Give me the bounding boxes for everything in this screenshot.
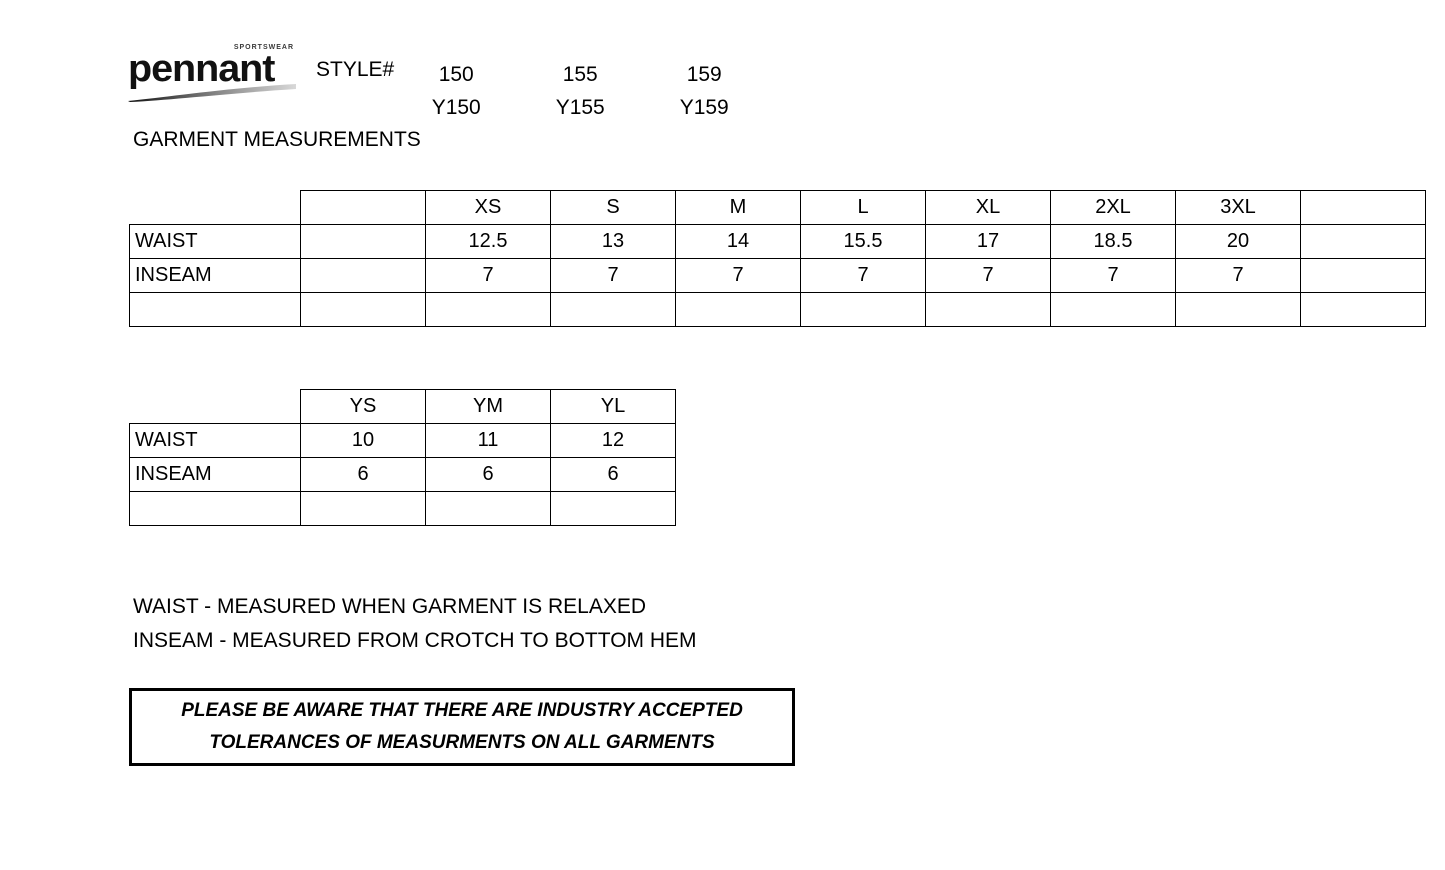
- youth-inseam-ym: 6: [426, 458, 551, 492]
- waist-xs: 12.5: [426, 225, 551, 259]
- pennant-logo: [128, 44, 296, 106]
- empty-m: [676, 293, 801, 327]
- empty-s: [551, 293, 676, 327]
- header-cell-2xl: 2XL: [1051, 191, 1176, 225]
- inseam-s: 7: [551, 259, 676, 293]
- row-label-inseam: INSEAM: [130, 259, 301, 293]
- header-cell-xl: XL: [926, 191, 1051, 225]
- youth-inseam-ys: 6: [301, 458, 426, 492]
- table-row: [130, 492, 676, 526]
- style-youth-1: Y150: [431, 96, 481, 119]
- empty-xl: [926, 293, 1051, 327]
- header-cell-m: M: [676, 191, 801, 225]
- empty-last: [1301, 293, 1426, 327]
- style-youth-3: Y159: [679, 96, 729, 119]
- youth-empty-yl: [551, 492, 676, 526]
- inseam-2xl: 7: [1051, 259, 1176, 293]
- header-cell-last: [1301, 191, 1426, 225]
- row-gap-empty: [301, 293, 426, 327]
- inseam-xs: 7: [426, 259, 551, 293]
- inseam-xl: 7: [926, 259, 1051, 293]
- youth-waist-ys: 10: [301, 424, 426, 458]
- waist-3xl: 20: [1176, 225, 1301, 259]
- empty-3xl: [1176, 293, 1301, 327]
- empty-2xl: [1051, 293, 1176, 327]
- youth-row-label-waist: WAIST: [130, 424, 301, 458]
- youth-size-table: [129, 389, 676, 526]
- table-header-row: [130, 191, 1426, 225]
- table-header-row: [130, 390, 676, 424]
- note-inseam: INSEAM - MEASURED FROM CROTCH TO BOTTOM HEM: [133, 629, 697, 652]
- youth-empty-ys: [301, 492, 426, 526]
- header-cell-blank: [130, 191, 301, 225]
- style-column-3: [642, 58, 766, 124]
- waist-l: 15.5: [801, 225, 926, 259]
- header-cell-s: S: [551, 191, 676, 225]
- garment-measurements-title: GARMENT MEASUREMENTS: [133, 128, 421, 151]
- youth-header-ym: YM: [426, 390, 551, 424]
- youth-header-yl: YL: [551, 390, 676, 424]
- style-adult-1: 150: [438, 63, 474, 86]
- inseam-m: 7: [676, 259, 801, 293]
- inseam-last: [1301, 259, 1426, 293]
- table-row: [130, 225, 1426, 259]
- youth-header-blank: [130, 390, 301, 424]
- style-column-2: [518, 58, 642, 124]
- style-adult-2: 155: [562, 63, 598, 86]
- tolerance-notice: [129, 688, 795, 766]
- header-cell-gap: [301, 191, 426, 225]
- style-adult-3: 159: [686, 63, 722, 86]
- note-waist: WAIST - MEASURED WHEN GARMENT IS RELAXED: [133, 595, 647, 618]
- waist-2xl: 18.5: [1051, 225, 1176, 259]
- empty-xs: [426, 293, 551, 327]
- style-number-columns: [394, 58, 766, 124]
- youth-waist-ym: 11: [426, 424, 551, 458]
- tolerance-line-2: TOLERANCES OF MEASURMENTS ON ALL GARMENTS: [209, 732, 715, 753]
- table-row: [130, 424, 676, 458]
- table-row: [130, 259, 1426, 293]
- row-label-empty: [130, 293, 301, 327]
- logo-tagline: SPORTSWEAR: [233, 44, 294, 51]
- youth-waist-yl: 12: [551, 424, 676, 458]
- document-header: [128, 44, 766, 124]
- row-label-waist: WAIST: [130, 225, 301, 259]
- tolerance-line-1: PLEASE BE AWARE THAT THERE ARE INDUSTRY ACCEPTED: [181, 700, 743, 721]
- youth-row-label-empty: [130, 492, 301, 526]
- inseam-l: 7: [801, 259, 926, 293]
- header-cell-xs: XS: [426, 191, 551, 225]
- style-column-1: [394, 58, 518, 124]
- measurement-notes: [133, 590, 697, 658]
- empty-l: [801, 293, 926, 327]
- youth-empty-ym: [426, 492, 551, 526]
- row-gap-waist: [301, 225, 426, 259]
- table-row: [130, 458, 676, 492]
- header-cell-3xl: 3XL: [1176, 191, 1301, 225]
- header-cell-l: L: [801, 191, 926, 225]
- row-gap-inseam: [301, 259, 426, 293]
- youth-row-label-inseam: INSEAM: [130, 458, 301, 492]
- adult-size-table: [129, 190, 1426, 327]
- waist-s: 13: [551, 225, 676, 259]
- style-number-label: STYLE#: [316, 58, 395, 81]
- logo-swoosh-icon: [128, 84, 296, 102]
- style-youth-2: Y155: [555, 96, 605, 119]
- youth-inseam-yl: 6: [551, 458, 676, 492]
- waist-last: [1301, 225, 1426, 259]
- inseam-3xl: 7: [1176, 259, 1301, 293]
- waist-m: 14: [676, 225, 801, 259]
- waist-xl: 17: [926, 225, 1051, 259]
- logo-wordmark: pennant: [128, 48, 275, 90]
- youth-header-ys: YS: [301, 390, 426, 424]
- table-row: [130, 293, 1426, 327]
